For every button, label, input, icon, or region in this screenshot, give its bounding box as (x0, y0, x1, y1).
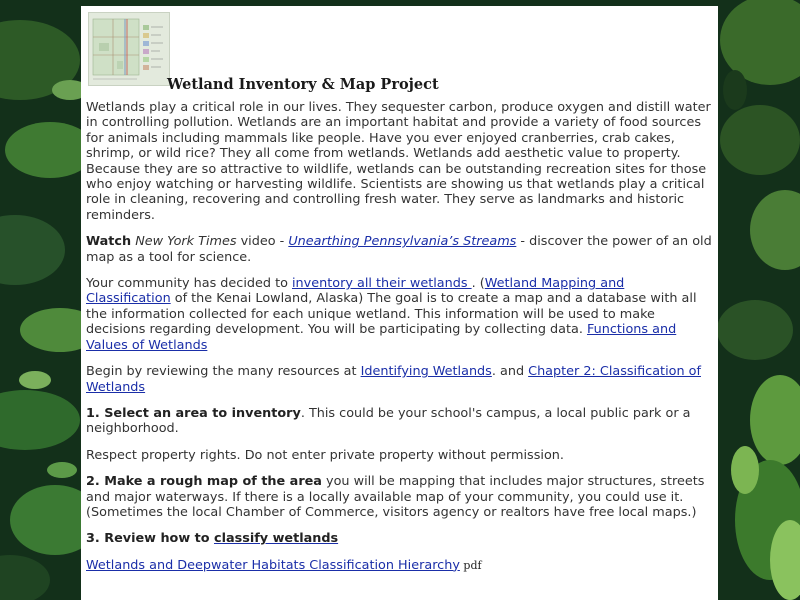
page-header (81, 6, 718, 100)
identifying-wetlands-link[interactable]: Identifying Wetlands (360, 364, 492, 380)
watch-paragraph (86, 234, 713, 265)
classification-hierarchy-link[interactable]: Wetlands and Deepwater Habitats Classification Hierarchy (86, 557, 460, 573)
step-2-heading: 2. Make a rough map of the area (86, 474, 322, 490)
watch-description: - discover the power of an old map as a tool for science. (86, 234, 712, 265)
content-page (81, 6, 718, 600)
begin-text-1: Begin by reviewing the many resources at (86, 364, 361, 380)
community-text-2: . ( (471, 276, 485, 292)
step-1 (86, 406, 713, 437)
streams-video-link-label: Unearthing Pennsylvania’s Streams (288, 234, 517, 250)
pdf-label: pdf (459, 558, 482, 572)
wetland-map-thumbnail-icon (88, 12, 170, 86)
step-1-heading: 1. Select an area to inventory (86, 405, 301, 421)
community-text-1: Your community has decided to (86, 276, 292, 292)
step-2 (86, 474, 713, 520)
wetland-mapping-link[interactable]: Wetland Mapping and Classification (86, 276, 625, 307)
step-3-heading: 3. Review how to (86, 531, 214, 547)
step-2-text: you will be mapping that includes major structures, streets and major waterways. If there is a locally available map of your community, you could use it. (Sometimes the local Chamber of Commerce, visitors agency or realtors have free local maps.) (86, 474, 705, 520)
step-3 (86, 531, 713, 546)
chapter-2-link[interactable]: Chapter 2: Classification of Wetlands (86, 364, 701, 395)
step-1-note: Respect property rights. Do not enter private property without permission. (86, 447, 564, 463)
watch-label: Watch (86, 234, 132, 250)
classify-wetlands-link-label: classify wetlands (213, 531, 339, 547)
page-content (81, 100, 718, 573)
begin-paragraph (86, 364, 713, 395)
functions-values-link[interactable]: Functions and Values of Wetlands (86, 322, 677, 353)
step-1-text: . This could be your school's campus, a local public park or a neighborhood. (86, 405, 691, 437)
watch-source: New York Times (135, 234, 237, 250)
streams-video-link[interactable] (288, 234, 516, 249)
community-text-3: of the Kenai Lowland, Alaska) The goal is to create a map and a database with all the information collected for each unique wetland. This information will be used to make decisions regarding development. You will be participating by collecting data. (86, 291, 697, 338)
intro-paragraph: Wetlands play a critical role in our lives. They sequester carbon, produce oxygen and distill water in controlling pollution. Wetlands are an important habitat and provide a variety of food sources for animals including mammals like people. Have you ever enjoyed cranberries, crab cakes, shrimp, or wild rice? They all come from wetlands. Wetlands add aesthetic value to property. Because they are so attractive to wildlife, wetlands can be outstanding recreation sites for those who enjoy watching or harvesting wildlife. Scientists are showing us that wetlands play a critical role in cleaning, recovering and controlling fresh water. They serve as landmarks and historic reminders. (86, 100, 711, 223)
step-3-resource (86, 558, 713, 573)
inventory-wetlands-link[interactable]: inventory all their wetlands (292, 276, 472, 292)
page-title: Wetland Inventory & Map Project (167, 76, 439, 93)
classify-wetlands-link[interactable] (214, 531, 338, 546)
begin-text-2: . and (491, 364, 529, 380)
watch-text: video - (236, 234, 289, 250)
community-paragraph (86, 276, 713, 353)
